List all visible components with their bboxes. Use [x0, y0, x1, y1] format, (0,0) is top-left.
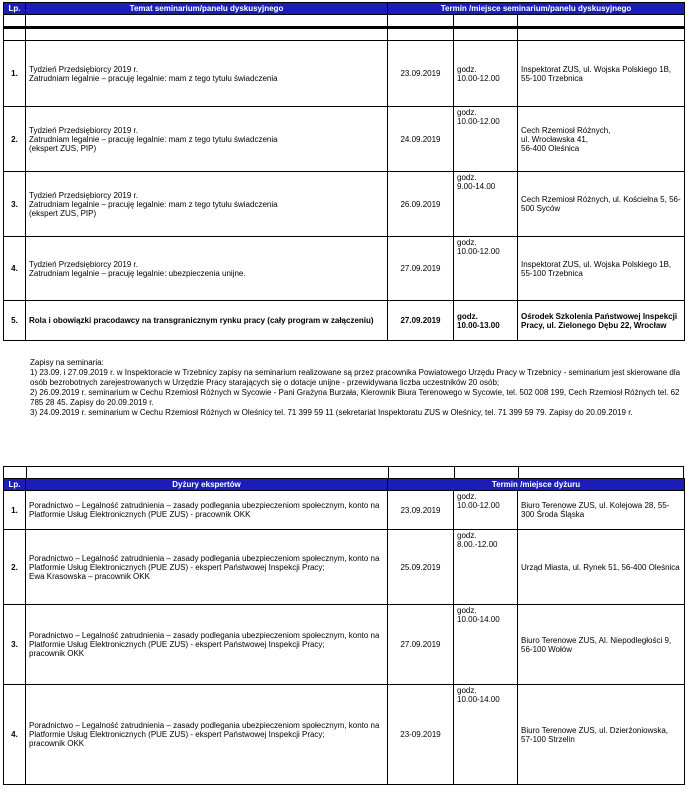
row-number: 2.	[4, 107, 26, 172]
row-topic: Poradnictwo – Legalność zatrudnienia – zasady podlegania ubezpieczeniom społecznym, konto na Platformie Usług Elektronicznych (PUE ZUS) - ekspert Państwowej Inspekcji Pracy; pracownik OKK	[26, 685, 388, 785]
row-date: 27.09.2019	[388, 301, 454, 341]
row-number: 1.	[4, 491, 26, 530]
row-time: godz. 10.00-14.00	[454, 605, 518, 685]
row-date: 23.09.2019	[388, 491, 454, 530]
row-number: 4.	[4, 237, 26, 301]
registration-notes	[3, 355, 684, 467]
row-time: godz. 10.00-14.00	[454, 685, 518, 785]
header-lp: Lp.	[4, 3, 26, 15]
table-row	[4, 237, 685, 301]
row-number: 3.	[4, 172, 26, 237]
row-time: godz. 10.00-12.00	[454, 237, 518, 301]
header-lp: Lp.	[4, 479, 26, 491]
row-topic: Poradnictwo – Legalność zatrudnienia – zasady podlegania ubezpieczeniom społecznym, konto na Platformie Usług Elektronicznych (PUE ZUS) - ekspert Państwowej Inspekcji Pracy; Ewa Krasowska – pracownik OKK	[26, 530, 388, 605]
row-topic: Tydzień Przedsiębiorcy 2019 r. Zatrudniam legalnie – pracuję legalnie: mam z tego tytułu świadczenia (ekspert ZUS, PIP)	[26, 107, 388, 172]
registration-notes-text: Zapisy na seminaria: 1) 23.09. i 27.09.2019 r. w Inspektoracie w Trzebnicy zapisy na seminarium realizowane są przez pracownika Powiatowego Urzędu Pracy w Trzebnicy - seminarium jest skierowane dla osób bezrobotnych zarejestrowanych w Urzędzie Pracy starających się o dotacje unijne - przewidywana liczba uczestników 20 osób; 2) 26.09.2019 r. seminarium w Cechu Rzemiosł Różnych w Sycowie - Pani Grażyna Burzała, Kierownik Biura Terenowego w Sycowie, tel. 502 008 199, Cech Rzemiosł Różnych tel. 62 785 28 45. Zapisy do 20.09.2019 r. 3) 24.09.2019 r. seminarium w Cechu Rzemiosł Różnych w Oleśnicy tel. 71 399 59 11 (sekretariat Inspektoratu ZUS w Oleśnicy, tel. 71 399 59 79. Zapisy do 20.09.2019 r.	[30, 358, 681, 417]
row-number: 3.	[4, 605, 26, 685]
table-row	[4, 530, 685, 605]
spacer-row	[4, 28, 685, 41]
header-topic: Temat seminarium/panelu dyskusyjnego	[26, 3, 388, 15]
row-place: Inspektorat ZUS, ul. Wojska Polskiego 1B, 55-100 Trzebnica	[518, 237, 685, 301]
row-topic: Poradnictwo – Legalność zatrudnienia – zasady podlegania ubezpieczeniom społecznym, konto na Platformie Usług Elektronicznych (PUE ZUS) - pracownik OKK	[26, 491, 388, 530]
duty-header-row	[4, 479, 685, 491]
spacer-row	[4, 15, 685, 28]
row-time: godz. 10.00-12.00	[454, 41, 518, 107]
row-date: 25.09.2019	[388, 530, 454, 605]
header-topic: Dyżury ekspertów	[26, 479, 388, 491]
table-row	[4, 685, 685, 785]
row-date: 23-09.2019	[388, 685, 454, 785]
row-number: 1.	[4, 41, 26, 107]
row-time: godz. 10.00-12.00	[454, 491, 518, 530]
row-number: 2.	[4, 530, 26, 605]
table-row	[4, 301, 685, 341]
row-place: Ośrodek Szkolenia Państwowej Inspekcji Pracy, ul. Zielonego Dębu 22, Wrocław	[518, 301, 685, 341]
row-date: 27.09.2019	[388, 605, 454, 685]
row-topic: Tydzień Przedsiębiorcy 2019 r. Zatrudniam legalnie – pracuję legalnie: ubezpieczenia unijne.	[26, 237, 388, 301]
row-topic: Rola i obowiązki pracodawcy na transgranicznym rynku pracy (cały program w załączeniu)	[26, 301, 388, 341]
seminars-table	[3, 2, 685, 341]
row-number: 4.	[4, 685, 26, 785]
table-row	[4, 491, 685, 530]
row-place: Inspektorat ZUS, ul. Wojska Polskiego 1B, 55-100 Trzebnica	[518, 41, 685, 107]
row-place: Urząd Miasta, ul. Rynek 51, 56-400 Oleśnica	[518, 530, 685, 605]
duty-table	[3, 478, 685, 785]
row-topic: Tydzień Przedsiębiorcy 2019 r. Zatrudniam legalnie – pracuję legalnie: mam z tego tytułu świadczenia	[26, 41, 388, 107]
row-time: godz. 8.00.-12.00	[454, 530, 518, 605]
row-date: 23.09.2019	[388, 41, 454, 107]
row-time: godz. 9.00-14.00	[454, 172, 518, 237]
row-topic: Poradnictwo – Legalność zatrudnienia – zasady podlegania ubezpieczeniom społecznym, konto na Platformie Usług Elektronicznych (PUE ZUS) - ekspert Państwowej Inspekcji Pracy; pracownik OKK	[26, 605, 388, 685]
row-date: 24.09.2019	[388, 107, 454, 172]
row-place: Biuro Terenowe ZUS, ul. Kolejowa 28, 55-300 Środa Śląska	[518, 491, 685, 530]
table-row	[4, 41, 685, 107]
row-place: Cech Rzemiosł Różnych, ul. Wrocławska 41, 56-400 Oleśnica	[518, 107, 685, 172]
row-time: godz. 10.00-13.00	[454, 301, 518, 341]
seminars-header-row	[4, 3, 685, 15]
header-when-where: Termin /miejsce dyżuru	[388, 479, 685, 491]
table-row	[4, 172, 685, 237]
row-place: Cech Rzemiosł Różnych, ul. Kościelna 5, 56-500 Syców	[518, 172, 685, 237]
row-topic: Tydzień Przedsiębiorcy 2019 r. Zatrudniam legalnie – pracuję legalnie: mam z tego tytułu świadczenia (ekspert ZUS, PIP)	[26, 172, 388, 237]
row-number: 5.	[4, 301, 26, 341]
row-place: Biuro Terenowe ZUS, Al. Niepodległości 9, 56-100 Wołów	[518, 605, 685, 685]
spacer-row	[3, 467, 684, 478]
header-when-where: Termin /miejsce seminarium/panelu dyskusyjnego	[388, 3, 685, 15]
table-row	[4, 605, 685, 685]
row-time: godz. 10.00-12.00	[454, 107, 518, 172]
row-place: Biuro Terenowe ZUS, ul. Dzierżoniowska, 57-100 Strzelin	[518, 685, 685, 785]
row-date: 27.09.2019	[388, 237, 454, 301]
table-row	[4, 107, 685, 172]
row-date: 26.09.2019	[388, 172, 454, 237]
